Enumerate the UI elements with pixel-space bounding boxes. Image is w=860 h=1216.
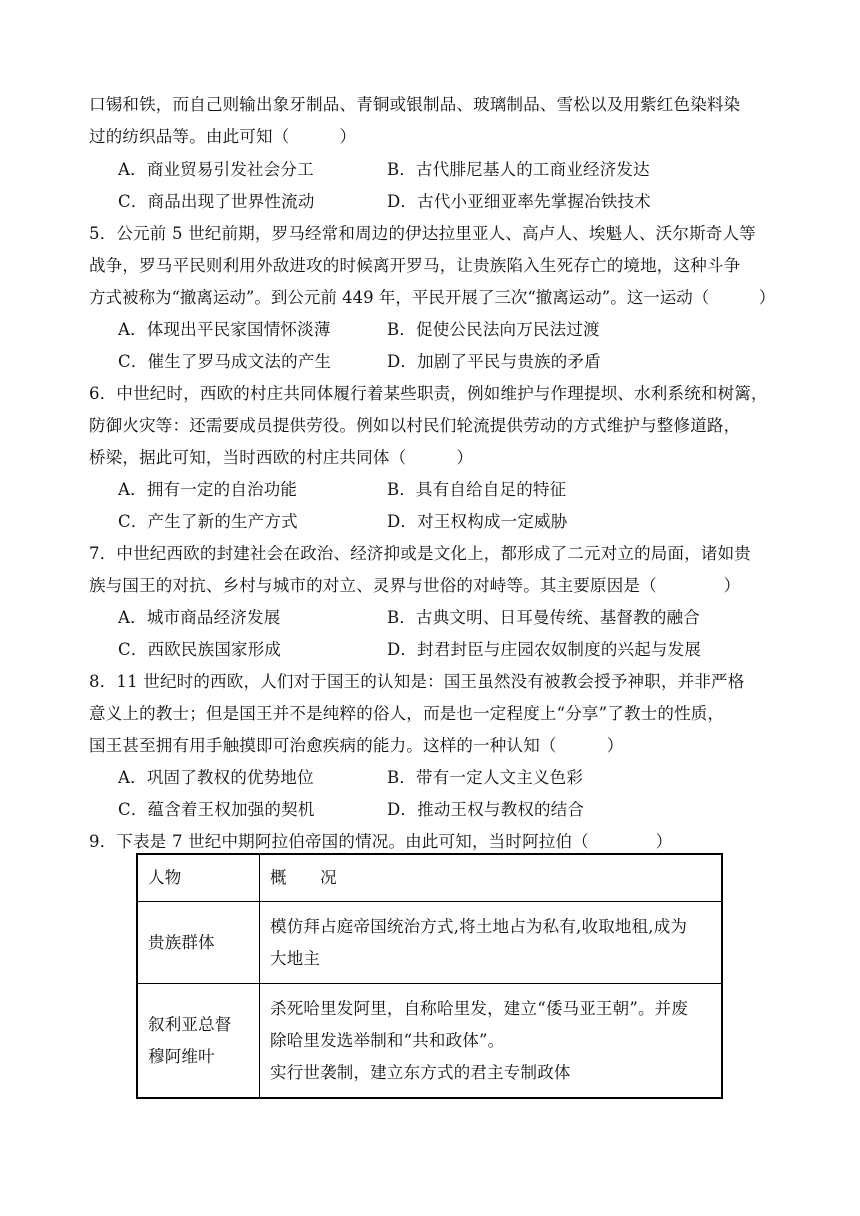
- q8-option-a: A．巩固了教权的优势地位: [118, 768, 314, 787]
- q6-option-c: C．产生了新的生产方式: [118, 512, 298, 531]
- row-2-desc: [260, 984, 723, 1099]
- q5-option-b: B．促使公民法向万民法过渡: [387, 320, 600, 339]
- q7-option-d: D．封君封臣与庄园农奴制度的兴起与发展: [387, 640, 702, 659]
- table-row: [137, 902, 722, 984]
- q5-option-c: C．催生了罗马成文法的产生: [118, 352, 332, 371]
- q7-line-2: 族与国王的对抗、乡村与城市的对立、灵界与世俗的对峙等。其主要原因是（ ）: [89, 576, 741, 595]
- q9-table: [136, 853, 723, 1099]
- q7-line-1: 7．中世纪西欧的封建社会在政治、经济抑或是文化上，都形成了二元对立的局面，诸如贵: [89, 544, 751, 563]
- row-1-desc: [260, 902, 723, 984]
- q4-option-a: A．商业贸易引发社会分工: [118, 160, 314, 179]
- q6-line-1: 6．中世纪时，西欧的村庄共同体履行着某些职责，例如维护与作理提坝、水利系统和树篱，: [89, 384, 768, 403]
- q5-line-3: 方式被称为“撤离运动”。到公元前 449 年，平民开展了三次“撤离运动”。这一运动（ ）: [89, 288, 776, 307]
- q6-option-a: A．拥有一定的自治功能: [118, 480, 298, 499]
- q5-option-a: A．体现出平民家国情怀淡薄: [118, 320, 331, 339]
- row-1-person-line: 贵族群体: [148, 932, 215, 952]
- row-2-desc-line: 除哈里发选举制和“共和政体”。: [270, 1030, 505, 1050]
- q6-option-b: B．具有自给自足的特征: [387, 480, 567, 499]
- header-overview: 概 况: [260, 854, 723, 902]
- q8-option-c: C．蕴含着王权加强的契机: [118, 800, 315, 819]
- q8-line-3: 国王甚至拥有用手触摸即可治愈疾病的能力。这样的一种认知（ ）: [89, 736, 624, 755]
- q4-option-b: B．古代腓尼基人的工商业经济发达: [387, 160, 650, 179]
- q6-line-2: 防御火灾等：还需要成员提供劳役。例如以村民们轮流提供劳动的方式维护与整修道路，: [89, 416, 741, 435]
- table-row: [137, 984, 722, 1099]
- q5-line-2: 战争，罗马平民则利用外敌进攻的时候离开罗马，让贵族陷入生死存亡的境地，这种斗争: [89, 256, 741, 275]
- q4-line-2: 过的纺织品等。由此可知（ ）: [89, 127, 357, 146]
- header-person: 人物: [137, 854, 260, 902]
- q6-line-3: 桥梁，据此可知，当时西欧的村庄共同体（ ）: [89, 448, 474, 467]
- row-1-desc-line: 模仿拜占庭帝国统治方式,将土地占为私有,收取地租,成为: [270, 916, 688, 936]
- row-2-person: [137, 984, 260, 1099]
- q5-line-1: 5．公元前 5 世纪前期，罗马经常和周边的伊达拉里亚人、高卢人、埃魁人、沃尔斯奇人等: [89, 224, 756, 243]
- q7-option-b: B．古典文明、日耳曼传统、基督教的融合: [387, 608, 700, 627]
- table-header-row: [137, 854, 722, 902]
- q7-option-c: C．西欧民族国家形成: [118, 640, 282, 659]
- q4-option-d: D．古代小亚细亚率先掌握冶铁技术: [387, 192, 651, 211]
- q4-line-1: 口锡和铁，而自己则输出象牙制品、青铜或银制品、玻璃制品、雪松以及用紫红色染料染: [89, 95, 741, 114]
- row-1-desc-line: 大地主: [270, 948, 321, 968]
- q7-option-a: A．城市商品经济发展: [118, 608, 281, 627]
- q5-option-d: D．加剧了平民与贵族的矛盾: [387, 352, 601, 371]
- row-2-person-line: 穆阿维叶: [148, 1046, 215, 1066]
- row-2-person-line: 叙利亚总督: [148, 1014, 232, 1034]
- row-1-person: [137, 902, 260, 984]
- row-2-desc-line: 实行世袭制，建立东方式的君主专制政体: [270, 1062, 571, 1082]
- q9-line-1: 9．下表是 7 世纪中期阿拉伯帝国的情况。由此可知，当时阿拉伯（ ）: [89, 832, 673, 851]
- q8-line-1: 8．11 世纪时的西欧，人们对于国王的认知是：国王虽然没有被教会授予神职，并非严格: [89, 672, 745, 691]
- q6-option-d: D．对王权构成一定威胁: [387, 512, 568, 531]
- q8-option-b: B．带有一定人文主义色彩: [387, 768, 584, 787]
- q8-option-d: D．推动王权与教权的结合: [387, 800, 585, 819]
- q4-option-c: C．商品出现了世界性流动: [118, 192, 315, 211]
- row-2-desc-line: 杀死哈里发阿里，自称哈里发，建立“倭马亚王朝”。并废: [270, 998, 689, 1018]
- q8-line-2: 意义上的教士；但是国王并不是纯粹的俗人，而是也一定程度上“分享”了教士的性质，: [89, 704, 725, 723]
